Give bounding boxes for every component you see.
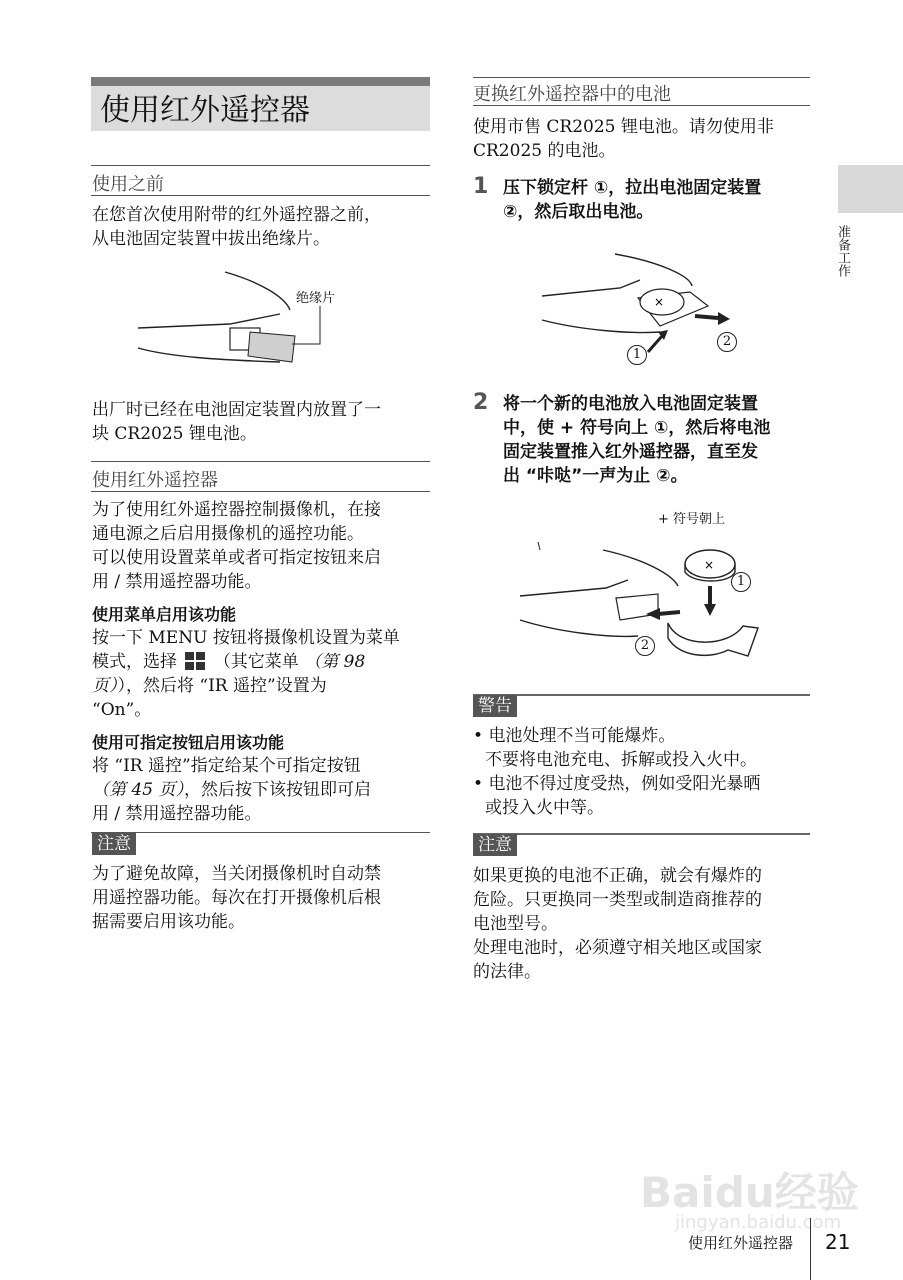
before-use-after-2: 块 CR2025 锂电池。	[92, 424, 257, 444]
section-heading-battery: 更换红外遥控器中的电池	[473, 84, 671, 105]
section-rule	[473, 77, 810, 78]
battery-text-1: 使用市售 CR2025 锂电池。请勿使用非	[473, 117, 774, 137]
assign-text-2b: ，然后按下该按钮即可启	[183, 780, 371, 800]
remote-insulation-figure	[130, 262, 350, 382]
warning-bullet-1-line-1: 电池处理不当可能爆炸。	[488, 726, 676, 746]
menu-page-ref: 页）	[92, 676, 118, 696]
figure2-mark-2: 2	[635, 636, 655, 656]
svg-text:×: ×	[704, 558, 715, 572]
caution-text-2: 危险。只更换同一类型或制造商推荐的	[473, 890, 762, 910]
insulation-label: 绝缘片	[296, 291, 336, 306]
page-number: 21	[825, 1230, 851, 1254]
warning-label: 警告	[473, 695, 517, 717]
warning-bullet-2-line-2: 或投入火中等。	[485, 798, 604, 818]
section-heading-using: 使用红外遥控器	[92, 470, 218, 491]
figure1-mark-2: 2	[717, 332, 737, 352]
using-text-4: 用 / 禁用遥控器功能。	[92, 572, 262, 592]
caution-label: 注意	[473, 834, 517, 856]
caution-text-1: 如果更换的电池不正确，就会有爆炸的	[473, 866, 762, 886]
note-rule	[91, 832, 430, 833]
assign-text-2	[92, 778, 371, 802]
figure2-mark-1: 1	[731, 572, 751, 592]
note-text-2: 用遥控器功能。每次在打开摄像机后根	[92, 888, 381, 908]
watermark: Baidu经验	[640, 1168, 859, 1217]
assign-text-1: 将 “IR 遥控”指定给某个可指定按钮	[92, 756, 361, 776]
page-title: 使用红外遥控器	[100, 93, 310, 128]
section-rule	[91, 461, 430, 462]
step-2-text-4: 出 “咔哒”一声为止 ②。	[503, 466, 688, 486]
section-rule	[91, 491, 430, 492]
step-2-text-3: 固定装置推入红外遥控器，直至发	[503, 442, 758, 462]
warning-bullet-1: • 电池处理不当可能爆炸。	[473, 726, 676, 746]
caution-text-5: 的法律。	[473, 962, 541, 982]
before-use-after-1: 出厂时已经在电池固定装置内放置了一	[92, 400, 381, 420]
step-2-text-2: 中，使 + 符号向上 ①，然后将电池	[503, 418, 771, 438]
caution-text-3: 电池型号。	[473, 914, 558, 934]
note-text-1: 为了避免故障，当关闭摄像机时自动禁	[92, 864, 381, 884]
caution-rule	[473, 833, 810, 835]
caution-text-4: 处理电池时，必须遵守相关地区或国家	[473, 938, 762, 958]
warning-bullet-2-line-1: 电池不得过度受热，例如受阳光暴晒	[488, 774, 761, 794]
menu-text-2b: （其它菜单	[213, 652, 305, 672]
menu-text-4: “On”。	[92, 700, 152, 720]
footer-divider	[810, 1218, 811, 1280]
footer-section-title: 使用红外遥控器	[688, 1234, 794, 1252]
section-rule	[473, 105, 810, 106]
battery-text-2: CR2025 的电池。	[473, 141, 616, 161]
figure1-mark-1: 1	[627, 345, 647, 365]
assign-heading: 使用可指定按钮启用该功能	[92, 733, 285, 752]
plus-side-up-label: + 符号朝上	[658, 512, 726, 527]
warning-bullet-1-line-2: 不要将电池充电、拆解或投入火中。	[485, 750, 757, 770]
other-menu-icon	[185, 652, 205, 670]
using-text-1: 为了使用红外遥控器控制摄像机，在接	[92, 500, 381, 520]
using-text-3: 可以使用设置菜单或者可指定按钮来启	[92, 548, 381, 568]
step-1-text-2: ②，然后取出电池。	[503, 202, 654, 222]
assign-text-3: 用 / 禁用遥控器功能。	[92, 804, 262, 824]
menu-heading: 使用菜单启用该功能	[92, 605, 237, 624]
using-text-2: 通电源之后启用摄像机的遥控功能。	[92, 524, 364, 544]
menu-text-3	[92, 674, 327, 698]
menu-text-1: 按一下 MENU 按钮将摄像机设置为菜单	[92, 628, 400, 648]
menu-text-2a: 模式，选择	[92, 652, 177, 672]
step-1-number: 1	[473, 174, 489, 199]
watermark-url: jingyan.baidu.com	[675, 1212, 842, 1233]
side-tab-label: 准备工作	[835, 225, 850, 277]
step-2-text-1: 将一个新的电池放入电池固定装置	[503, 394, 758, 414]
side-tab-marker	[838, 165, 903, 213]
warning-rule	[473, 694, 810, 696]
menu-text-2	[92, 650, 365, 674]
section-rule	[91, 165, 430, 166]
note-text-3: 据需要启用该功能。	[92, 912, 245, 932]
step-1-text-1: 压下锁定杆 ①，拉出电池固定装置	[503, 178, 762, 198]
before-use-text-2: 从电池固定装置中拔出绝缘片。	[92, 229, 330, 249]
section-heading-before-use: 使用之前	[92, 174, 164, 195]
menu-text-2c: （第 98	[304, 652, 366, 672]
assign-page-ref: （第 45 页）	[92, 780, 184, 800]
step-2-number: 2	[473, 390, 489, 415]
before-use-text-1: 在您首次使用附带的红外遥控器之前，	[92, 205, 381, 225]
svg-text:×: ×	[654, 295, 665, 309]
section-rule	[91, 195, 430, 196]
warning-bullet-2: • 电池不得过度受热，例如受阳光暴晒	[473, 774, 761, 794]
menu-text-3b: ），然后将 “IR 遥控”设置为	[117, 676, 327, 696]
note-label: 注意	[92, 833, 136, 855]
